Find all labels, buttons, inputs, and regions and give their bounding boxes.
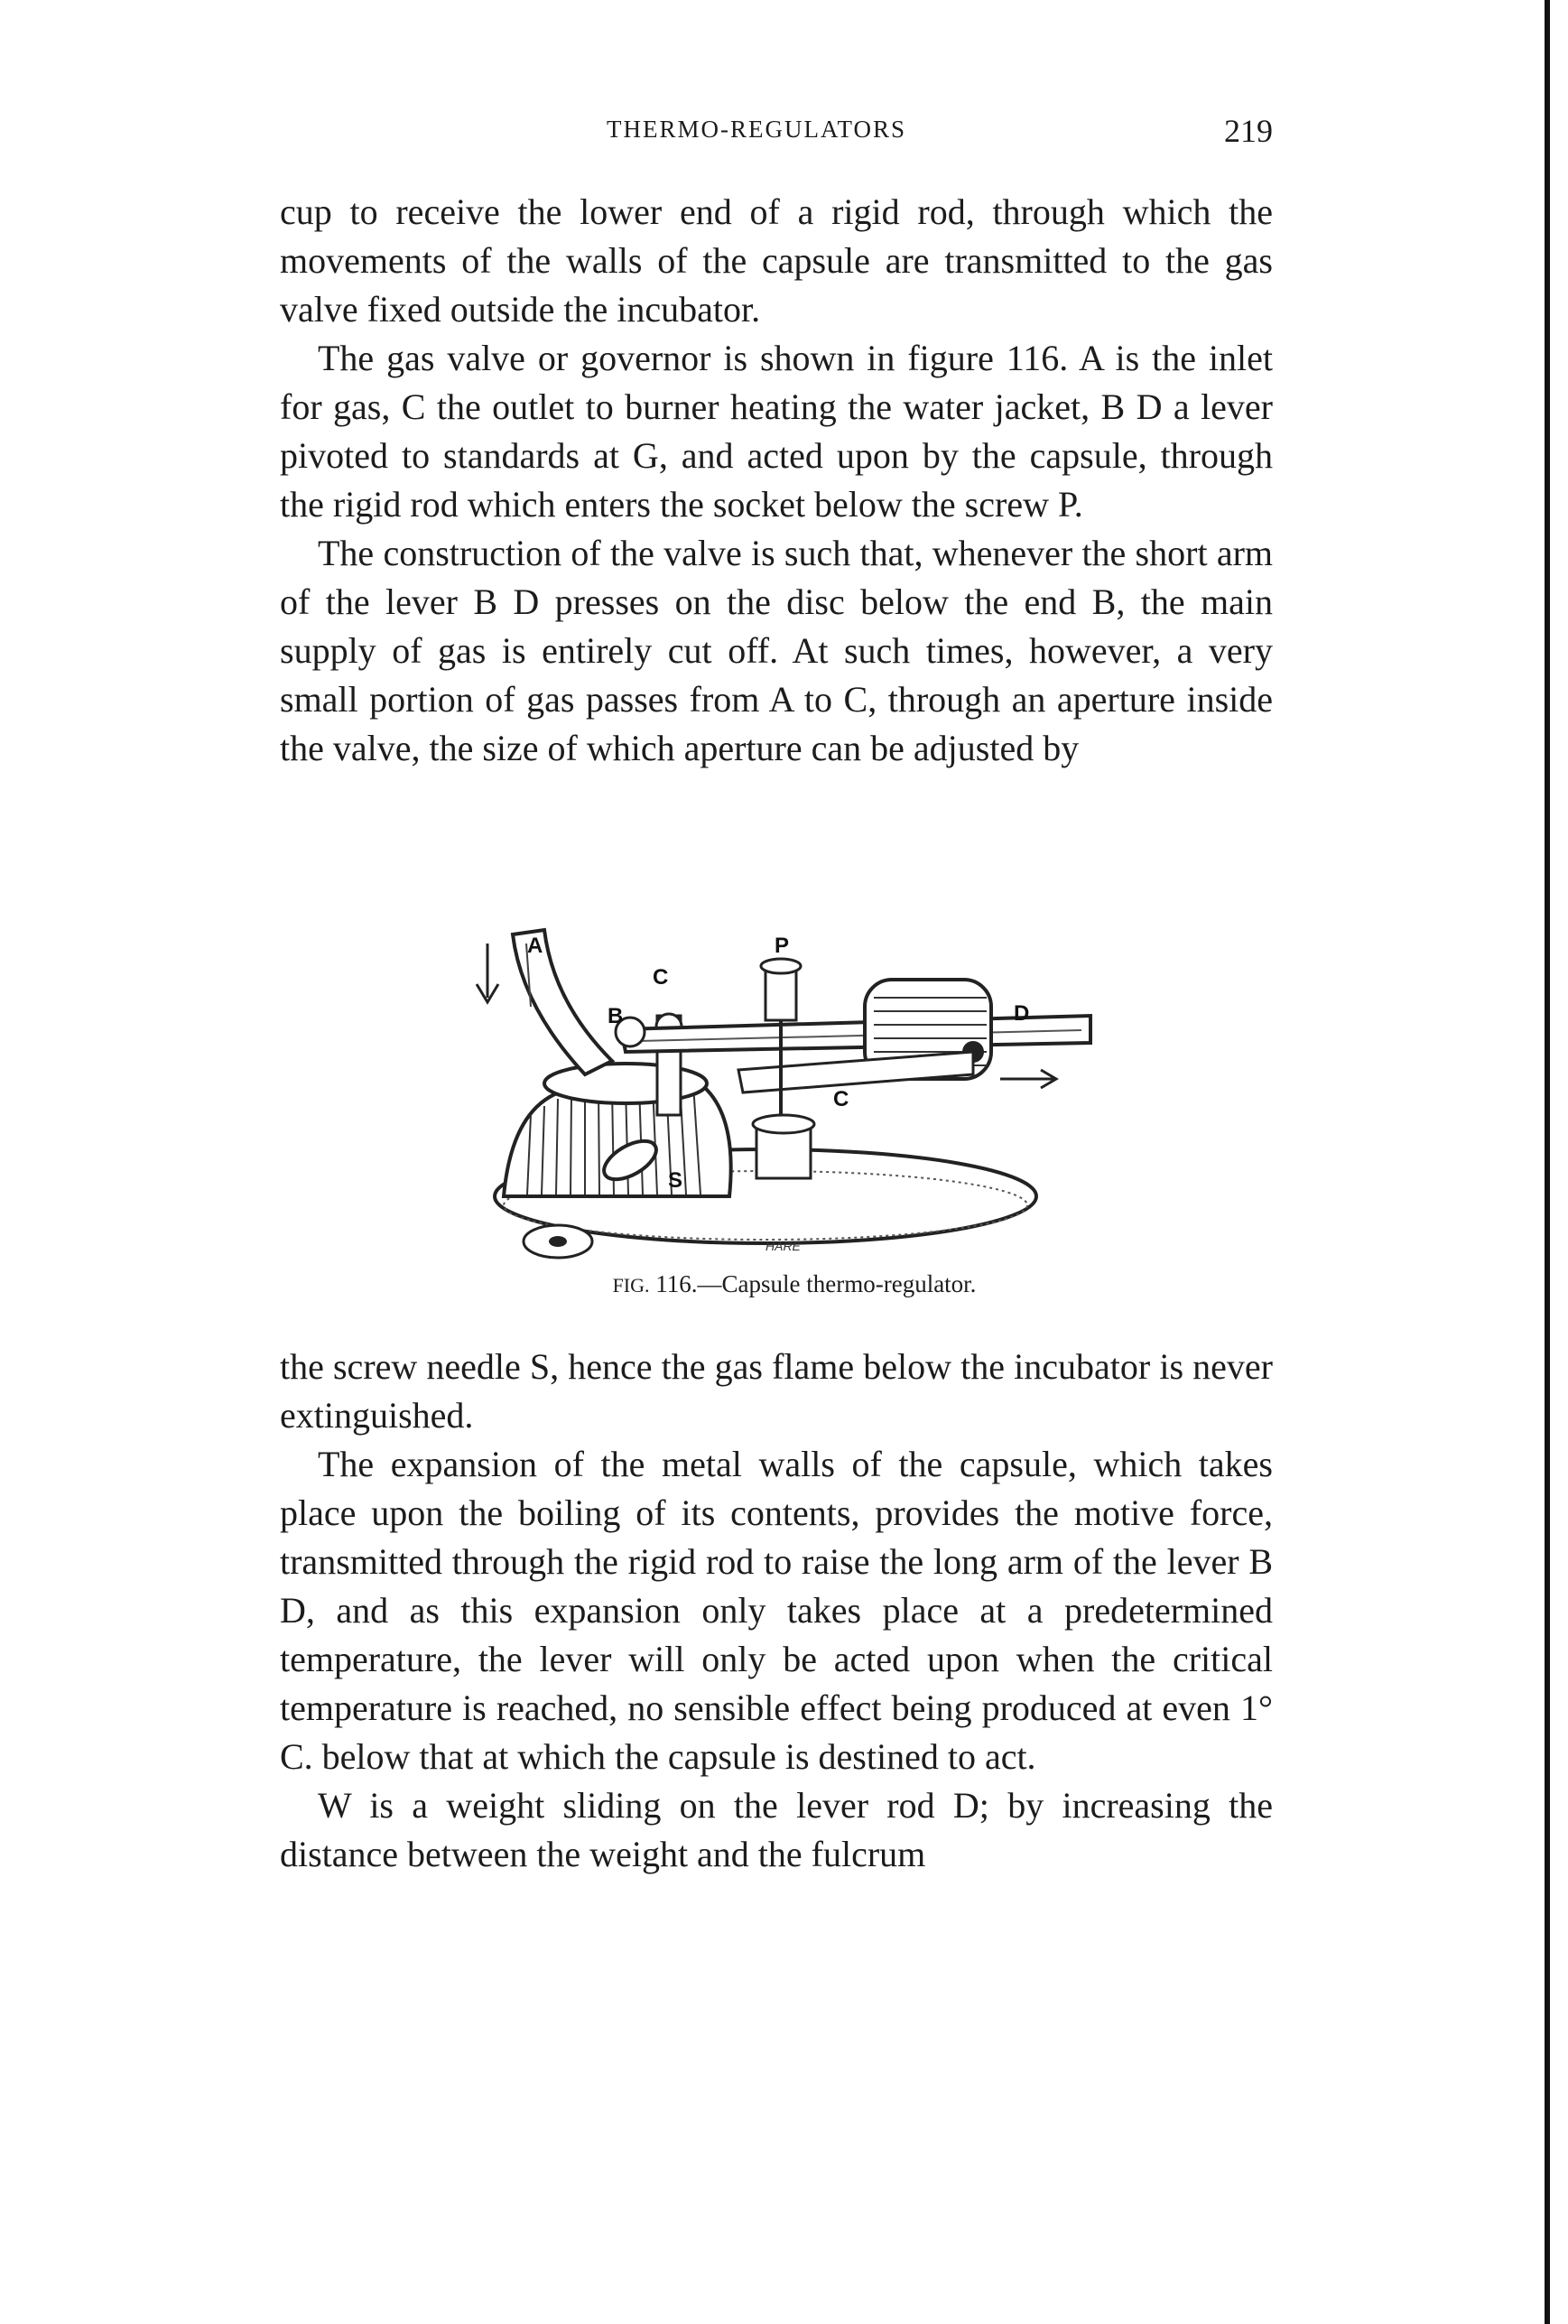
paragraph: The gas valve or governor is shown in figure 116. A is the inlet for gas, C the outlet to burner heating the water jacket, B D a lever pivoted to standards at G, and acted upon by the capsule, through the rigid rod which enters the socket below the screw P. xyxy=(280,338,1273,525)
figure-label-c-bottom: C xyxy=(833,1087,849,1111)
figure-label-b: B xyxy=(608,1004,624,1028)
figure-caption xyxy=(524,1270,1065,1298)
running-header xyxy=(280,113,1273,152)
figure-label-d: D xyxy=(1014,1001,1030,1026)
paragraph: the screw needle S, hence the gas flame below the incubator is never extinguished. xyxy=(280,1346,1273,1436)
inflow-arrow xyxy=(477,944,498,1002)
outlet-pipe-c xyxy=(738,1052,973,1092)
outflow-arrow xyxy=(1000,1070,1056,1088)
page-edge xyxy=(1545,0,1550,2324)
figure-label-c-top: C xyxy=(653,965,669,990)
figure-label-s: S xyxy=(668,1168,683,1193)
figure-label-a: A xyxy=(527,934,543,958)
caption-fig-label: FIG. xyxy=(612,1274,650,1297)
paragraph: The expansion of the metal walls of the capsule, which takes place upon the boiling of its contents, provides the motive force, transmitted through the rigid rod to raise the long arm of the lever B D, and as this expansion only takes place at a predetermined temperature, the lever will only be acted upon when the critical temperature is reached, no sensible effect being produced at even 1° C. below that at which the capsule is destined to act. xyxy=(280,1444,1273,1777)
body-text-top xyxy=(280,188,1273,773)
running-title: THERMO-REGULATORS xyxy=(607,116,907,143)
page-number: 219 xyxy=(1224,113,1273,149)
paragraph: cup to receive the lower end of a rigid rod, through which the movements of the walls of the capsule are transmitted to the gas valve fixed outside the incubator. xyxy=(280,191,1273,330)
caption-text: 116.—Capsule thermo-regulator. xyxy=(655,1270,977,1297)
engraver-signature: HARE xyxy=(765,1239,801,1253)
paragraph: W is a weight sliding on the lever rod D; by increasing the distance between the weight and the fulcrum xyxy=(280,1785,1273,1874)
figure-116 xyxy=(468,925,1118,1305)
body-text-bottom xyxy=(280,1343,1273,1879)
paragraph: The construction of the valve is such that, whenever the short arm of the lever B D presses on the disc below the end B, the main supply of gas is entirely cut off. At such times, however, a very small portion of gas passes from A to C, through an aperture inside the valve, the size of which aperture can be adjusted by xyxy=(280,533,1273,768)
thermo-regulator-illustration xyxy=(468,925,1118,1305)
valve-cup xyxy=(544,1064,707,1103)
figure-label-p: P xyxy=(775,934,790,958)
